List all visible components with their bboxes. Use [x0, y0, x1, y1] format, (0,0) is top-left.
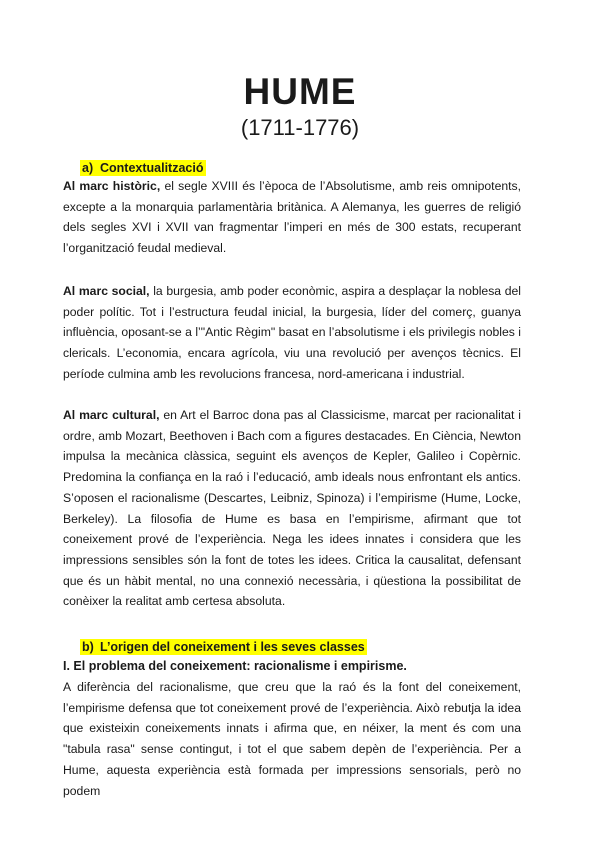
paragraph-cultural	[63, 405, 521, 612]
page-title: HUME	[243, 71, 357, 112]
paragraph-empiricism-text: A diferència del racionalisme, que creu que la raó és la font del coneixement, l’empirisme defensa que tot coneixement prové de l’experiència. Això rebutja la idea que existeixin coneixements innats i afirma que, en néixer, la ment és com una "tabula rasa" sense contingut, i tot el que sabem depèn de l’experiència. Per a Hume, aquesta experiència està formada per impressions sensorials, però no podem	[63, 680, 521, 798]
paragraph-social-text: la burgesia, amb poder econòmic, aspira a desplaçar la noblesa del poder polític. Tot i l’estructura feudal inicial, la burgesia, líder del comerç, guanya influència, oposant-se a l’"Antic Règim" basat en l’absolutisme i els privilegis nobles i clericals. L’economia, encara agrícola, viu una revolució per avenços tècnics. El període culmina amb les revolucions francesa, nord-americana i industrial.	[63, 284, 521, 381]
section-a-letter: a)	[82, 161, 94, 175]
section-b-heading	[80, 638, 367, 656]
section-b-letter: b)	[82, 640, 94, 654]
paragraph-historical	[63, 176, 521, 259]
paragraph-historical-text: el segle XVIII és l’època de l’Absolutisme, amb reis omnipotents, excepte a la monarquia parlamentària britànica. A Alemanya, les guerres de religió dels segles XVI i XVII van fragmentar l’imperi en més de 300 estats, recuperant l’organització feudal medieval.	[63, 179, 521, 256]
paragraph-historical-lead: Al marc històric,	[63, 179, 161, 193]
lifespan-dates: (1711-1776)	[240, 115, 360, 140]
paragraph-social	[63, 281, 521, 385]
subheading-knowledge-problem: I. El problema del coneixement: racionalisme i empirisme.	[63, 659, 407, 673]
paragraph-cultural-text: en Art el Barroc dona pas al Classicisme, marcat per racionalitat i ordre, amb Mozart, Beethoven i Bach com a figures destacades. En Ciència, Newton impulsa la mecànica clàssica, seguint els avenços de Kepler, Galileo i Copèrnic. Predomina la confiança en la raó i l’educació, amb ideals nous enfrontant els antics. S’oposen el racionalisme (Descartes, Leibniz, Spinoza) i l’empirisme (Hume, Locke, Berkeley). La filosofia de Hume es basa en l’empirisme, afirmant que tot coneixement prové de l’experiència. Nega les idees innates i considera que les impressions sensibles són la font de totes les idees. Critica la causalitat, defensant que és un hàbit mental, no una connexió necessària, i qüestiona la possibilitat de conèixer la realitat amb certesa absoluta.	[63, 408, 521, 609]
paragraph-cultural-lead: Al marc cultural,	[63, 408, 160, 422]
paragraph-empiricism	[63, 677, 521, 801]
paragraph-social-lead: Al marc social,	[63, 284, 150, 298]
section-a-title: Contextualització	[100, 161, 204, 175]
section-a-heading	[80, 159, 206, 177]
section-b-title: L’origen del coneixement i les seves classes	[100, 640, 365, 654]
